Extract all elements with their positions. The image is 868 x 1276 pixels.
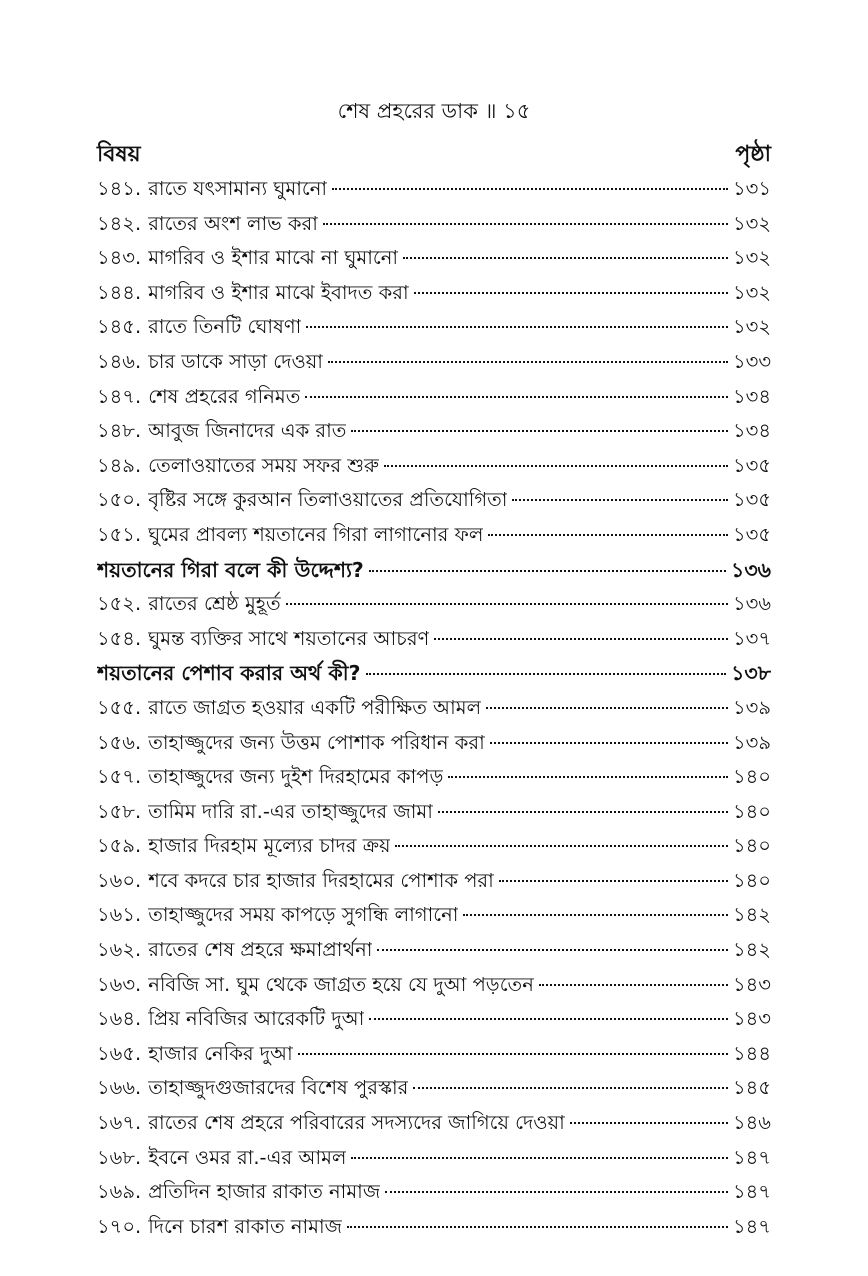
entry-number: ১৫২.: [97, 592, 142, 616]
entry-page-number: ১৪০: [733, 834, 771, 858]
entry-title: তাহাজ্জুদগুজারদের বিশেষ পুরস্কার: [148, 1076, 409, 1100]
entry-title: তাহাজ্জুদের জন্য উত্তম পোশাক পরিধান করা: [148, 730, 485, 754]
entry-number: ১৪৫.: [97, 315, 142, 339]
entry-number: ১৪৭.: [97, 384, 142, 408]
dot-leader: [332, 188, 728, 190]
entry-title: চার ডাকে সাড়া দেওয়া: [148, 349, 323, 373]
entry-page-number: ১৪৫: [733, 1076, 771, 1100]
table-of-contents: [97, 172, 771, 1244]
entry-title: মাগরিব ও ইশার মাঝে ইবাদত করা: [148, 280, 409, 304]
section-title: শয়তানের পেশাব করার অর্থ কী?: [97, 661, 361, 686]
entry-page-number: ১৩৯: [733, 695, 771, 719]
entry-page-number: ১৩৫: [733, 522, 771, 546]
entry-title: রাতে যৎসামান্য ঘুমানো: [148, 177, 328, 200]
entry-number: ১৬৭.: [97, 1111, 142, 1135]
dot-leader: [323, 223, 728, 225]
toc-row: [97, 1037, 771, 1072]
entry-number: ১৭০.: [97, 1214, 142, 1238]
entry-page-number: ১৩৪: [733, 419, 771, 443]
dot-leader: [570, 1122, 728, 1124]
entry-page-number: ১৪৭: [733, 1180, 771, 1204]
entry-title: রাতের শেষ প্রহরে ক্ষমাপ্রার্থনা: [148, 938, 373, 962]
entry-title: হাজার নেকির দুআ: [148, 1041, 293, 1065]
dot-leader: [366, 673, 727, 675]
entry-number: ১৫৫.: [97, 695, 142, 719]
toc-row: [97, 1071, 771, 1106]
entry-number: ১৪৩.: [97, 246, 142, 270]
toc-row: [97, 276, 771, 311]
toc-row: [97, 1141, 771, 1176]
entry-number: ১৪২.: [97, 211, 142, 235]
entry-page-number: ১৪৩: [733, 972, 771, 996]
dot-leader: [369, 570, 726, 572]
dot-leader: [403, 257, 728, 259]
toc-row: [97, 726, 771, 761]
dot-leader: [463, 914, 728, 916]
running-head: শেষ প্রহরের ডাক ॥ ১৫: [337, 99, 531, 123]
entry-page-number: ১৪৭: [733, 1145, 771, 1169]
entry-page-number: ১৩৮: [731, 661, 771, 686]
toc-row: [97, 207, 771, 242]
toc-row: [97, 795, 771, 830]
entry-title: শেষ প্রহরের গনিমত: [148, 384, 301, 408]
entry-page-number: ১৪০: [733, 799, 771, 823]
dot-leader: [306, 326, 728, 328]
column-headers: [97, 140, 771, 170]
entry-number: ১৬২.: [97, 938, 142, 962]
entry-page-number: ১৩৬: [732, 592, 771, 616]
entry-number: ১৫০.: [97, 488, 142, 512]
entry-page-number: ১৩২: [732, 246, 771, 270]
section-title: শয়তানের গিরা বলে কী উদ্দেশ্য?: [97, 557, 364, 582]
toc-row: [97, 241, 771, 276]
entry-title: প্রিয় নবিজির আরেকটি দুআ: [148, 1007, 365, 1031]
toc-row: [97, 518, 771, 553]
toc-row: [97, 829, 771, 864]
entry-page-number: ১৩৯: [733, 730, 771, 754]
entry-title: তাহাজ্জুদের জন্য দুইশ দিরহামের কাপড়: [148, 765, 444, 789]
entry-number: ১৬৮.: [97, 1145, 142, 1169]
entry-number: ১৪৮.: [97, 419, 142, 443]
entry-page-number: ১৩৭: [732, 626, 771, 650]
entry-page-number: ১৩২: [732, 211, 771, 235]
toc-row: [97, 449, 771, 484]
entry-number: ১৬৫.: [97, 1041, 142, 1065]
dot-leader: [384, 465, 728, 467]
dot-leader: [414, 292, 728, 294]
entry-number: ১৬৩.: [97, 972, 142, 996]
topic-header: বিষয়: [97, 142, 141, 167]
entry-title: হাজার দিরহাম মূল্যের চাদর ক্রয়: [148, 834, 391, 858]
dot-leader: [305, 396, 728, 398]
toc-row: [97, 864, 771, 899]
dot-leader: [395, 845, 728, 847]
entry-title: প্রতিদিন হাজার রাকাত নামাজ: [148, 1180, 381, 1204]
dot-leader: [377, 949, 728, 951]
entry-page-number: ১৩৬: [731, 557, 771, 582]
toc-row: [97, 1210, 771, 1245]
toc-row: [97, 760, 771, 795]
toc-row: [97, 968, 771, 1003]
dot-leader: [385, 1191, 728, 1193]
entry-number: ১৫১.: [97, 522, 142, 546]
entry-page-number: ১৩৪: [733, 384, 771, 408]
toc-row: [97, 898, 771, 933]
entry-title: রাতের শ্রেষ্ঠ মুহূর্ত: [148, 592, 281, 616]
dot-leader: [298, 1053, 728, 1055]
dot-leader: [347, 1226, 728, 1228]
dot-leader: [413, 1087, 728, 1089]
dot-leader: [499, 880, 728, 882]
entry-title: রাতে তিনটি ঘোষণা: [148, 315, 302, 339]
dot-leader: [486, 707, 728, 709]
dot-leader: [512, 499, 728, 501]
entry-number: ১৫৯.: [97, 834, 142, 858]
entry-title: ঘুমের প্রাবল্য শয়তানের গিরা লাগানোর ফল: [148, 522, 484, 546]
entry-page-number: ১৩১: [733, 177, 771, 200]
entry-number: ১৫৮.: [97, 799, 142, 823]
dot-leader: [490, 742, 728, 744]
entry-title: দিনে চারশ রাকাত নামাজ: [148, 1214, 343, 1238]
entry-title: ঘুমন্ত ব্যক্তির সাথে শয়তানের আচরণ: [148, 626, 430, 650]
entry-page-number: ১৪৪: [733, 1041, 771, 1065]
dot-leader: [369, 1018, 728, 1020]
entry-title: ইবনে ওমর রা.-এর আমল: [148, 1145, 347, 1169]
entry-title: বৃষ্টির সঙ্গে কুরআন তিলাওয়াতের প্রতিযোগিতা: [148, 488, 508, 512]
entry-page-number: ১৪৩: [733, 1007, 771, 1031]
toc-row: [97, 1002, 771, 1037]
dot-leader: [438, 811, 728, 813]
entry-title: রাতের অংশ লাভ করা: [148, 211, 318, 235]
entry-title: তামিম দারি রা.-এর তাহাজ্জুদের জামা: [148, 799, 433, 823]
entry-title: তাহাজ্জুদের সময় কাপড়ে সুগন্ধি লাগানো: [148, 903, 459, 927]
entry-number: ১৪১.: [97, 177, 142, 200]
dot-leader: [539, 984, 728, 986]
entry-number: ১৪৯.: [97, 453, 142, 477]
entry-title: তেলাওয়াতের সময় সফর শুরু: [148, 453, 379, 477]
toc-row: [97, 587, 771, 622]
entry-number: ১৫৭.: [97, 765, 142, 789]
toc-section-row: [97, 656, 771, 691]
toc-section-row: [97, 553, 771, 588]
dot-leader: [328, 361, 728, 363]
toc-row: [97, 1175, 771, 1210]
entry-title: রাতে জাগ্রত হওয়ার একটি পরীক্ষিত আমল: [148, 695, 482, 719]
entry-page-number: ১৪৭: [733, 1214, 771, 1238]
entry-title: শবে কদরে চার হাজার দিরহামের পোশাক পরা: [148, 868, 494, 892]
entry-page-number: ১৪২: [733, 903, 771, 927]
entry-title: আবুজ জিনাদের এক রাত: [148, 419, 347, 443]
entry-number: ১৬৪.: [97, 1007, 142, 1031]
entry-page-number: ১৩২: [732, 315, 771, 339]
dot-leader: [434, 638, 728, 640]
toc-row: [97, 172, 771, 207]
toc-row: [97, 1106, 771, 1141]
toc-row: [97, 380, 771, 415]
entry-number: ১৫৪.: [97, 626, 142, 650]
dot-leader: [286, 603, 728, 605]
dot-leader: [488, 534, 728, 536]
entry-page-number: ১৪০: [733, 868, 771, 892]
page-header: পৃষ্ঠা: [735, 142, 771, 167]
entry-title: মাগরিব ও ইশার মাঝে না ঘুমানো: [148, 246, 399, 270]
entry-number: ১৬৬.: [97, 1076, 142, 1100]
toc-row: [97, 310, 771, 345]
dot-leader: [351, 1157, 728, 1159]
toc-row: [97, 933, 771, 968]
entry-number: ১৪৬.: [97, 349, 142, 373]
dot-leader: [351, 430, 728, 432]
toc-row: [97, 691, 771, 726]
entry-number: ১৪৪.: [97, 280, 142, 304]
toc-row: [97, 622, 771, 657]
entry-number: ১৬০.: [97, 868, 142, 892]
toc-row: [97, 483, 771, 518]
toc-row: [97, 345, 771, 380]
entry-number: ১৫৬.: [97, 730, 142, 754]
entry-page-number: ১৩৫: [733, 488, 771, 512]
entry-title: নবিজি সা. ঘুম থেকে জাগ্রত হয়ে যে দুআ পড়তেন: [148, 972, 534, 996]
entry-number: ১৬১.: [97, 903, 142, 927]
entry-page-number: ১৪৬: [733, 1111, 771, 1135]
entry-page-number: ১৩৫: [733, 453, 771, 477]
dot-leader: [448, 776, 728, 778]
entry-title: রাতের শেষ প্রহরে পরিবারের সদস্যদের জাগিয়ে দেওয়া: [148, 1111, 565, 1135]
toc-row: [97, 414, 771, 449]
entry-page-number: ১৩৩: [732, 349, 771, 373]
entry-page-number: ১৩২: [732, 280, 771, 304]
entry-page-number: ১৪০: [733, 765, 771, 789]
entry-page-number: ১৪২: [733, 938, 771, 962]
entry-number: ১৬৯.: [97, 1180, 142, 1204]
